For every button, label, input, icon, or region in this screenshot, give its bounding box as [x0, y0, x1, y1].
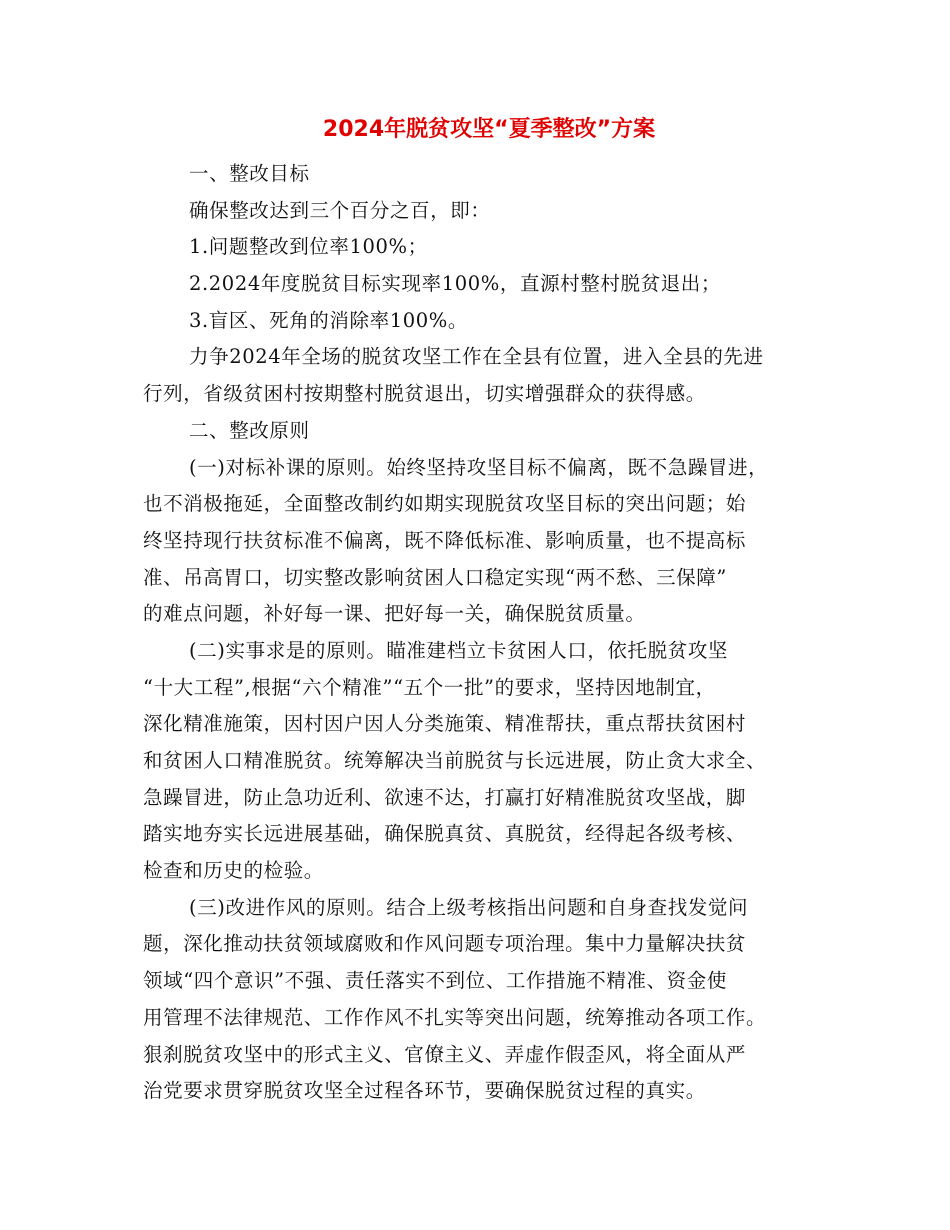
paragraph-line: 深化精准施策，因村因户因人分类施策、精准帮扶，重点帮扶贫困村: [143, 712, 747, 736]
paragraph-line: 二、整改原则: [189, 418, 310, 442]
paragraph-line: 2.2024年度脱贫目标实现率100%，直源村整村脱贫退出；: [189, 272, 721, 296]
paragraph-line: 用管理不法律规范、工作作风不扎实等突出问题，统筹推动各项工作。: [143, 1005, 767, 1029]
paragraph-line: 急躁冒进，防止急功近利、欲速不达，打赢打好精准脱贫攻坚战，脚: [143, 785, 747, 809]
document-title: 2024年脱贫攻坚“夏季整改”方案: [322, 117, 656, 142]
paragraph-line: 一、整改目标: [189, 162, 310, 185]
paragraph-line: 行列，省级贫困村按期整村脱贫退出，切实增强群众的获得感。: [143, 382, 706, 406]
paragraph-line: 和贫困人口精准脱贫。统筹解决当前脱贫与长远进展，防止贪大求全、: [143, 749, 767, 772]
paragraph-line: 狠刹脱贫攻坚中的形式主义、官僚主义、弄虚作假歪风，将全面从严: [143, 1042, 747, 1066]
paragraph-line: 治党要求贯穿脱贫攻坚全过程各环节，要确保脱贫过程的真实。: [143, 1079, 706, 1103]
paragraph-line: (一)对标补课的原则。始终坚持攻坚目标不偏离，既不急躁冒进，: [189, 455, 769, 479]
document-page: [143, 110, 823, 1110]
paragraph-line: (三)改进作风的原则。结合上级考核指出问题和自身查找发觉问: [189, 895, 749, 919]
paragraph-line: (二)实事求是的原则。瞄准建档立卡贫困人口，依托脱贫攻坚: [189, 638, 729, 662]
paragraph-line: 准、吊高胃口，切实整改影响贫困人口稳定实现“两不愁、三保障”: [143, 565, 727, 589]
paragraph-line: 力争2024年全场的脱贫攻坚工作在全县有位置，进入全县的先进: [189, 345, 764, 369]
paragraph-line: 也不消极拖延，全面整改制约如期实现脱贫攻坚目标的突出问题；始: [143, 492, 747, 516]
paragraph-line: 领域“四个意识”不强、责任落实不到位、工作措施不精准、资金使: [143, 969, 727, 993]
paragraph-line: 的难点问题，补好每一课、把好每一关，确保脱贫质量。: [143, 602, 646, 626]
paragraph-line: “十大工程”,根据“六个精准”“五个一批”的要求，坚持因地制宜，: [143, 675, 716, 699]
paragraph-line: 题，深化推动扶贫领域腐败和作风问题专项治理。集中力量解决扶贫: [143, 932, 747, 956]
paragraph-line: 1.问题整改到位率100%；: [189, 235, 428, 259]
paragraph-line: 确保整改达到三个百分之百，即：: [189, 198, 491, 222]
document-body: [143, 156, 823, 1110]
paragraph-line: 踏实地夯实长远进展基础，确保脱真贫、真脱贫，经得起各级考核、: [143, 822, 747, 846]
paragraph-line: 检查和历史的检验。: [143, 859, 324, 883]
paragraph-line: 终坚持现行扶贫标准不偏离，既不降低标准、影响质量，也不提高标: [143, 528, 747, 552]
paragraph-line: 3.盲区、死角的消除率100%。: [189, 308, 468, 332]
